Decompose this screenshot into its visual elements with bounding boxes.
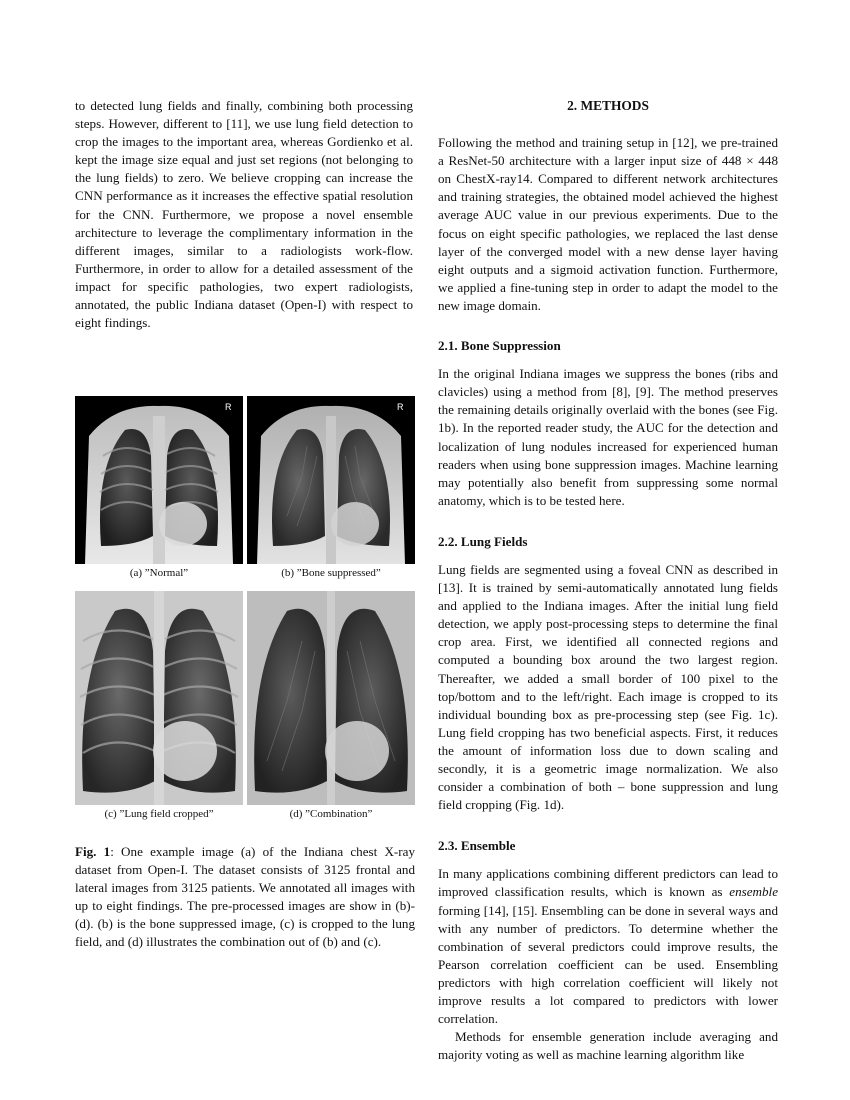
figure-caption <box>75 843 415 952</box>
ensemble-text-2: Methods for ensemble generation include averaging and majority voting as well as machine learning algorithm like <box>438 1029 778 1063</box>
figure-label: Fig. 1 <box>75 844 111 859</box>
left-paragraph: to detected lung fields and finally, combining both processing steps. However, different to [11], we use lung field detection to crop the images to the important area, whereas Gordienko et al. kept the image size equal and just set regions (not belonging to the lung fields) to zero. We believe cropping can increase the CNN performance as it increases the effective spatial resolution for the CNN. Furthermore, we propose a novel ensemble architecture to leverage the complimentary information in the different images, similar to a radiologists work-flow. Furthermore, in order to allow for a detailed assessment of the impact for specific pathologies, two expert radiologists, annotated, the public Indiana dataset (Open-I) with respect to eight findings. <box>75 98 413 331</box>
subfigure-caption-c: (c) ”Lung field cropped” <box>104 808 214 820</box>
figure-1 <box>75 396 415 832</box>
ensemble-term: ensemble <box>729 884 778 900</box>
ensemble-text-1 <box>438 865 778 1028</box>
xray-image-bone-suppressed <box>247 396 415 564</box>
methods-intro: Following the method and training setup in [12], we pre-trained a ResNet-50 architecture with a larger input size of 448 × 448 on ChestX-ray14. Compared to different network architectures and training strategies, the obtained model achieved the highest average AUC value in our previous experiments. Due to the focus on eight specific pathologies, we replaced the last dense layer of the converged model with a new dense layer having eight outputs and a sigmoid activation function. Furthermore, we applied a fine-tuning step in order to adapt the model to the new image domain. <box>438 135 778 313</box>
xray-image-normal <box>75 396 243 564</box>
ensemble-text-1b: forming [14], [15]. Ensembling can be done in several ways and with any number of predictors. To determine whether the combination of several predictors could improve results, the Pearson correlation coefficient can be used. Ensembling predictors with high correlation coefficient will likely not improve results a lot compared to predictors with lower correlation. <box>438 902 778 1027</box>
lung-fields-text: Lung fields are segmented using a foveal CNN as described in [13]. It is trained by semi-automatically annotated lung fields and applied to the Indiana images. After the initial lung field detection, we apply post-processing steps to determine the final crop area. First, we identified all connected regions and computed a bounding box around the two largest region. Thereafter, we added a small border of 100 pixel to the top/bottom and to the left/right. Each image is cropped to its individual bounding box as pre-processing step (see Fig. 1c). Lung field cropping has two beneficial aspects. First, it reduces the amount of information loss due to down scaling and secondly, it is a geometric image normalization. We also consider a combination of both – bone suppression and lung field cropping (Fig. 1d). <box>438 561 778 813</box>
subsection-heading-bone: 2.1. Bone Suppression <box>438 338 561 354</box>
xray-marker: R <box>397 402 404 412</box>
subfigure-caption-a: (a) ”Normal” <box>129 567 189 579</box>
figure-caption-text: : One example image (a) of the Indiana chest X-ray dataset from Open-I. The dataset consists of 3125 frontal and lateral images from 3125 patients. We annotated all images with up to eight findings. The pre-processed images are show in (b)-(d). (b) is the bone suppressed image, (c) is cropped to the lung field, and (d) illustrates the combination out of (b) and (c). <box>75 844 415 950</box>
xray-image-combination <box>247 591 415 805</box>
bone-suppression-text: In the original Indiana images we suppress the bones (ribs and clavicles) using a method from [8], [9]. The method preserves the remaining details originally overlaid with the bones (see Fig. 1b). In the reported reader study, the AUC for the detection and localization of lung nodules increased for experienced human readers when using bone suppression images. Machine learning may potentially also benefit from suppressing some normal anatomy, which is to be tested here. <box>438 366 778 508</box>
subfigure-caption-d: (d) ”Combination” <box>289 808 373 820</box>
xray-image-lung-cropped <box>75 591 243 805</box>
section-heading-methods: 2. METHODS <box>567 98 649 113</box>
left-column <box>75 97 413 332</box>
subsection-heading-ensemble: 2.3. Ensemble <box>438 838 516 854</box>
subfigure-caption-b: (b) ”Bone suppressed” <box>281 567 381 579</box>
right-column <box>438 97 778 1064</box>
ensemble-text-1a: In many applications combining different predictors can lead to improved classification results, which is known as <box>438 866 778 900</box>
xray-marker: R <box>225 402 232 412</box>
subsection-heading-lung: 2.2. Lung Fields <box>438 533 528 549</box>
